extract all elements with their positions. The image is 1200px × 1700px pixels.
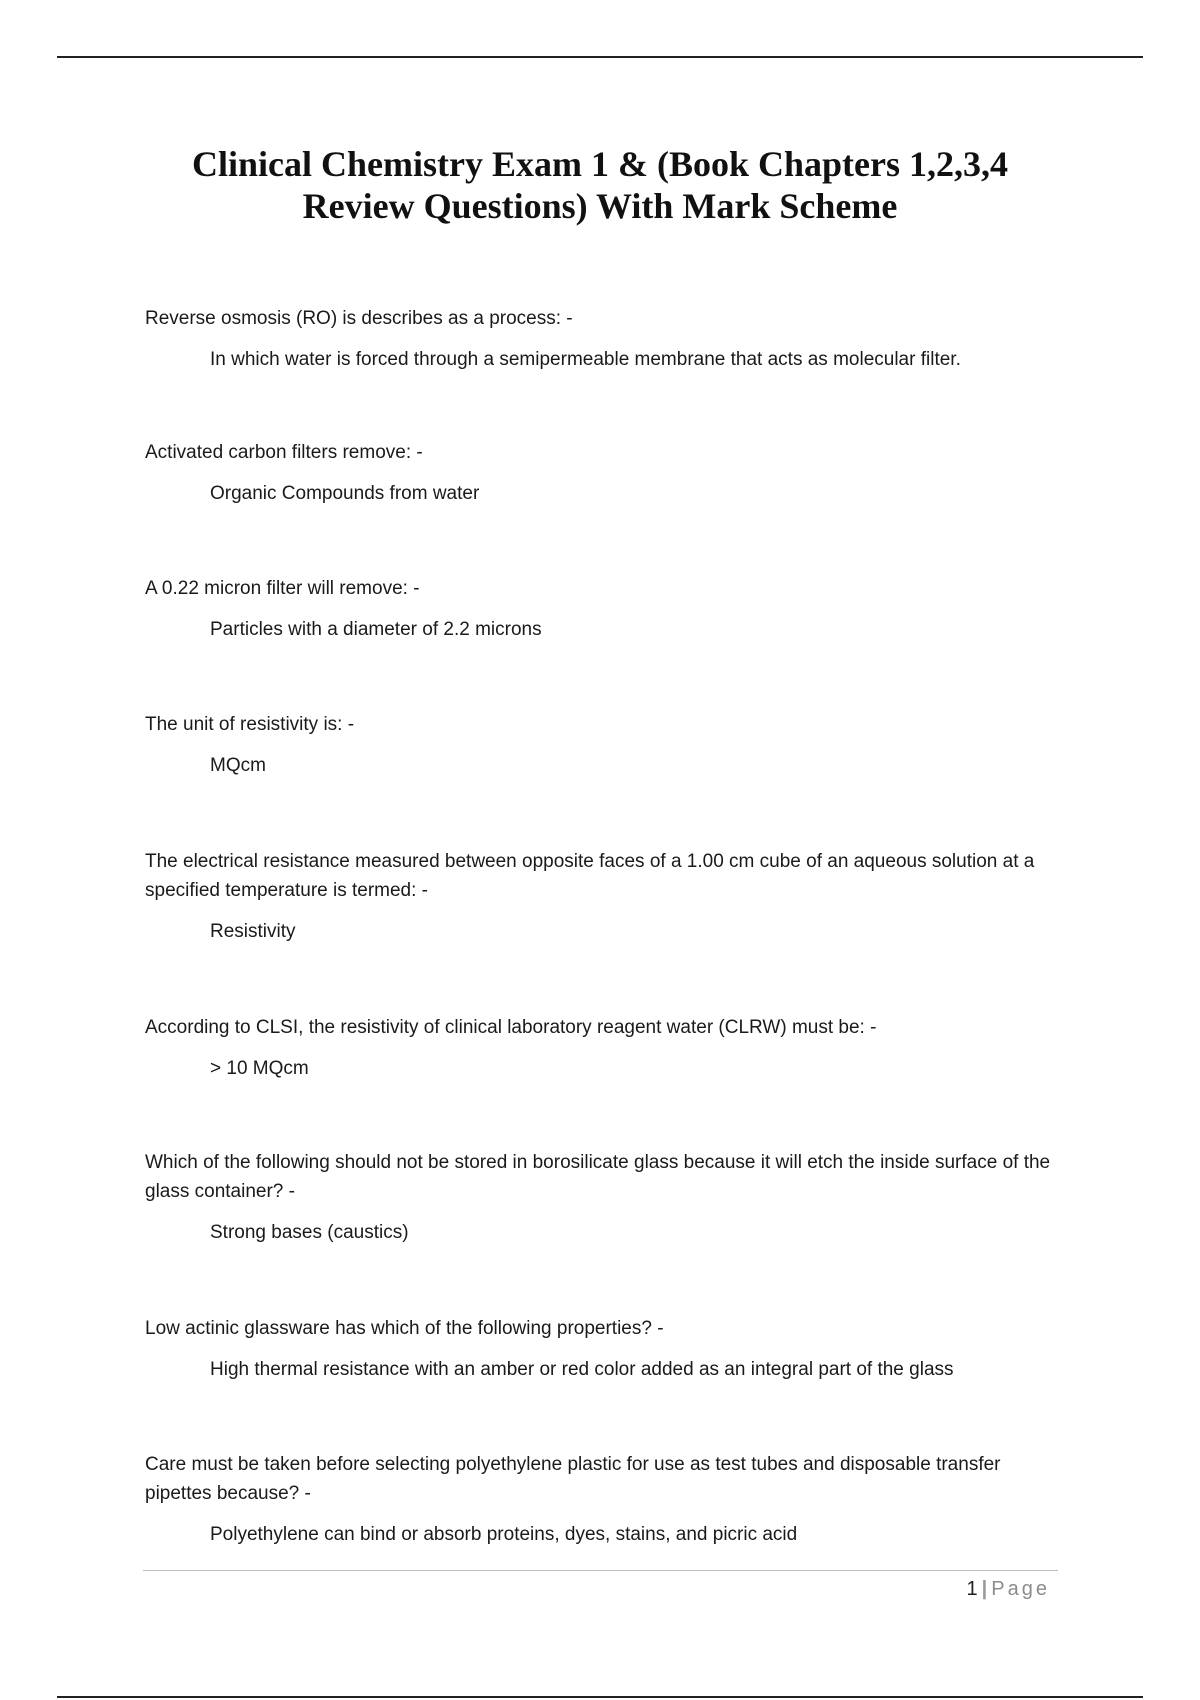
- question-block-2: [145, 438, 1060, 508]
- title-line-2: Review Questions) With Mark Scheme: [302, 186, 898, 226]
- document-title: [0, 143, 1200, 227]
- answer-text: MQcm: [210, 755, 266, 776]
- title-line-1: Clinical Chemistry Exam 1 & (Book Chapters 1,2,3,4: [192, 144, 1008, 184]
- question-block-9: [145, 1450, 1060, 1549]
- answer-text: Polyethylene can bind or absorb proteins, dyes, stains, and picric acid: [210, 1524, 798, 1545]
- answer-text: Particles with a diameter of 2.2 microns: [210, 619, 542, 640]
- question-block-4: [145, 710, 1060, 780]
- question-text: The electrical resistance measured between opposite faces of a 1.00 cm cube of an aqueous solution at a specified temperature is termed: -: [145, 851, 1035, 901]
- question-text: A 0.22 micron filter will remove: -: [145, 578, 420, 599]
- page-footer: [967, 1575, 1050, 1603]
- page-number: 1: [966, 1578, 978, 1600]
- page-label: Page: [991, 1578, 1050, 1600]
- question-block-8: [145, 1314, 1060, 1384]
- answer-text: Organic Compounds from water: [210, 483, 480, 504]
- question-text: Care must be taken before selecting polyethylene plastic for use as test tubes and disposable transfer pipettes because? -: [145, 1454, 1001, 1504]
- question-text: Activated carbon filters remove: -: [145, 442, 423, 463]
- question-text: Reverse osmosis (RO) is describes as a process: -: [145, 308, 573, 329]
- question-text: The unit of resistivity is: -: [145, 714, 355, 735]
- answer-text: Resistivity: [210, 921, 296, 942]
- question-block-7: [145, 1148, 1060, 1247]
- bottom-rule: [57, 1696, 1143, 1698]
- top-rule: [57, 56, 1143, 58]
- question-block-3: [145, 574, 1060, 644]
- question-text: Low actinic glassware has which of the following properties? -: [145, 1318, 664, 1339]
- answer-text: > 10 MQcm: [210, 1058, 309, 1079]
- answer-text: In which water is forced through a semipermeable membrane that acts as molecular filter.: [210, 349, 961, 370]
- question-text: According to CLSI, the resistivity of clinical laboratory reagent water (CLRW) must be: -: [145, 1017, 877, 1038]
- footer-rule: [143, 1570, 1058, 1571]
- question-block-5: [145, 847, 1060, 946]
- question-block-1: [145, 304, 1060, 374]
- answer-text: Strong bases (caustics): [210, 1222, 409, 1243]
- page-separator: |: [981, 1578, 988, 1600]
- answer-text: High thermal resistance with an amber or red color added as an integral part of the glass: [210, 1359, 954, 1380]
- question-block-6: [145, 1013, 1060, 1083]
- question-text: Which of the following should not be stored in borosilicate glass because it will etch the inside surface of the glass container? -: [145, 1152, 1051, 1202]
